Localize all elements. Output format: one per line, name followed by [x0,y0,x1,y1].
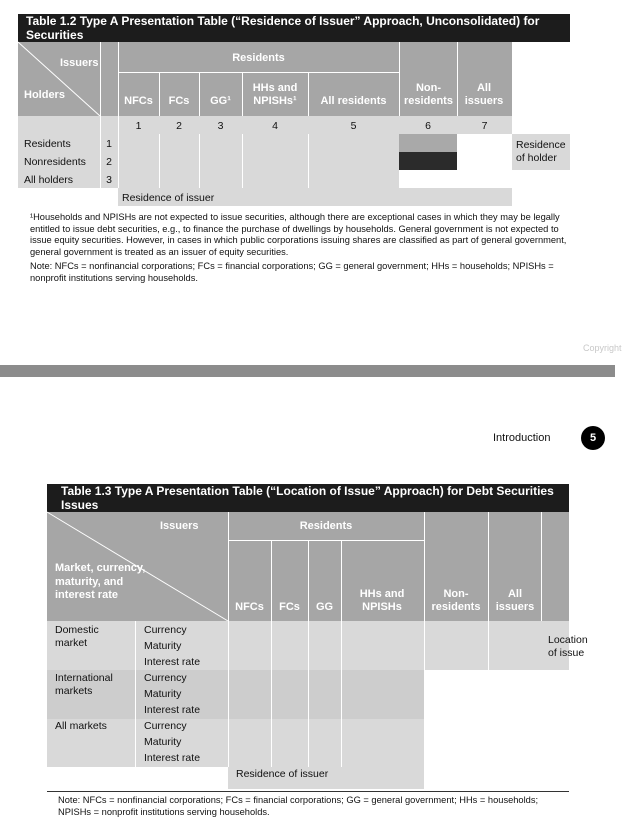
t12-row-label: All holders [24,174,74,186]
t13-market-label: Domestic market [55,624,99,649]
t12-divider [199,72,200,116]
t13-issuers-label: Issuers [160,520,199,532]
t13-note-rule [47,791,569,792]
t13-sub-label: Interest rate [144,656,201,668]
t12-holders-label: Holders [24,89,65,101]
t12-col-all-residents: All residents [320,95,387,107]
table-1-2-title: Table 1.2 Type A Presentation Table (“Residence of Issuer” Approach, Unconsolidated) for Securities [18,14,570,42]
t12-col-nfcs: NFCs [124,95,153,107]
table-1-3-title: Table 1.3 Type A Presentation Table (“Location of Issue” Approach) for Debt Securities Issues [47,484,569,512]
t12-row-label: Nonresidents [24,156,86,168]
copyright-text: Copyright [583,343,622,353]
t13-rowhead-label: Market, currency, maturity, and interest rate [55,562,146,601]
t13-note: Note: NFCs = nonfinancial corporations; FCs = financial corporations; GG = general government; HHs = households; NPISHs = nonprofit institutions serving households. [58,795,539,817]
t13-col-nfcs: NFCs [235,601,264,613]
t12-divider [242,72,243,116]
t12-residents-label: Residents [232,52,285,64]
page-number: 5 [589,432,597,444]
t13-location-of-issue: Location of issue [548,634,588,659]
t12-residence-of-issuer: Residence of issuer [122,192,215,204]
t13-market-label: All markets [55,720,107,732]
t12-colnum: 6 [425,120,431,132]
t12-col-nonresidents: Non-residents [404,82,453,107]
t13-residence-of-issuer: Residence of issuer [236,768,329,780]
t12-row-num: 3 [106,174,112,186]
t12-cell-r1-c6 [399,134,457,152]
t13-divider [488,621,489,670]
t13-divider [488,512,489,621]
t13-divider [341,621,342,767]
t12-col-all-issuers: All issuers [464,82,504,107]
t13-sub-label: Maturity [144,736,182,748]
t12-divider [159,72,160,116]
t13-sub-label: Maturity [144,640,182,652]
t12-colnum: 5 [350,120,357,132]
t13-divider [271,621,272,767]
t13-col-hhs: HHs and NPISHs [359,588,405,613]
t13-divider [228,621,229,767]
t12-row-num: 1 [106,138,112,150]
t12-col-gg: GG¹ [210,95,231,107]
t13-divider [341,540,342,621]
t12-colnum: 4 [272,120,278,132]
t13-sub-label: Interest rate [144,704,201,716]
t13-residents-label: Residents [299,520,353,532]
t12-colnum: 7 [481,120,488,132]
page-number-badge [581,426,605,450]
t12-divider [308,72,309,116]
t12-row-label: Residents [24,138,71,150]
t13-sub-label: Maturity [144,688,182,700]
t12-residence-of-holder: Residence of holder [516,139,566,164]
t13-market-label: International markets [55,672,113,697]
t13-sub-label: Currency [144,672,187,684]
t12-col-hhs: HHs and NPISHs¹ [252,82,298,107]
t12-blank-area [399,170,512,188]
t12-blank-area [457,134,512,170]
t13-sub-label: Currency [144,624,187,636]
t12-divider [457,42,458,116]
t12-colnum: 1 [135,120,142,132]
t12-divider [242,134,243,188]
t13-col-gg: GG [315,601,334,613]
t13-divider [424,621,425,670]
t13-divider [135,621,136,767]
page-separator [0,365,615,377]
t13-divider [424,512,425,621]
t12-divider [199,134,200,188]
t12-col-fcs: FCs [168,95,190,107]
t12-divider [308,134,309,188]
t12-footnote: ¹Households and NPISHs are not expected to issue securities, although there are exceptional cases in which they may be legally entitled to issue debt securities, e.g., to finance the purchase of dwellings by households. General government is not expected to issue equity securities. However, in cases in which public corporations issuing shares are classified as part of general government, general government is treated as an issuer of equity securities. [30,212,567,257]
t12-divider [159,134,160,188]
t13-col-fcs: FCs [279,601,300,613]
t12-cell-r2-c6 [399,152,457,170]
t13-divider [541,512,542,621]
section-title: Introduction [493,432,551,444]
t13-sub-label: Interest rate [144,752,201,764]
t12-row-num: 2 [106,156,112,168]
t13-residents-underline [228,540,424,541]
t12-colnum: 2 [176,120,182,132]
t13-sub-label: Currency [144,720,187,732]
t12-header-diagonal [18,42,100,116]
t13-divider [308,621,309,767]
t12-divider [100,42,101,116]
t13-col-all-issuers: All issuers [495,588,535,613]
t12-issuers-label: Issuers [60,57,99,69]
t13-col-nonresidents: Non-residents [431,588,481,613]
t12-blank-area [18,188,118,206]
t12-colnum: 3 [217,120,224,132]
t12-residents-underline [118,72,399,73]
t12-note: Note: NFCs = nonfinancial corporations; FCs = financial corporations; GG = general government; HHs = households; NPISHs = nonprofit institutions serving households. [30,261,554,283]
